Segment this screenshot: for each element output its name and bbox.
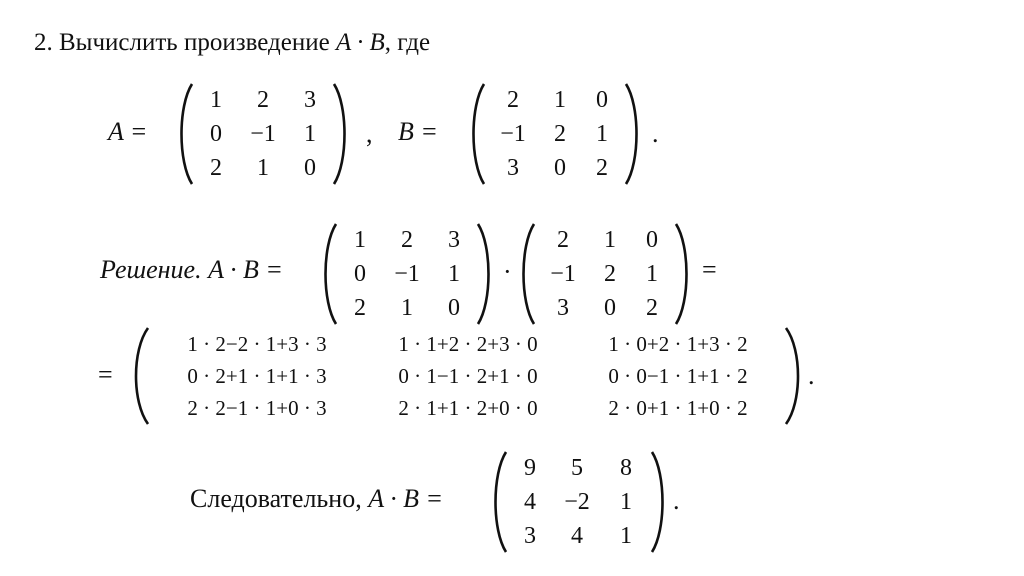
expansion-equals: = (98, 360, 113, 389)
definitions-comma: , (366, 119, 373, 148)
matrix-cell: 2 · 2−1 · 1+0 · 3 (187, 396, 327, 420)
solution-left-cells (340, 223, 474, 325)
matrix-cell: 2 (401, 227, 413, 253)
matrix-cell: 1 (620, 489, 632, 515)
matrix-cell: 1 (554, 87, 566, 113)
matrix-cell: 1 (596, 121, 608, 147)
matrix-cell: 0 · 0−1 · 1+1 · 2 (608, 364, 748, 388)
matrix-cell: −2 (564, 489, 590, 515)
matrix-a (174, 82, 352, 186)
result-label: Следовательно, (190, 484, 362, 513)
matrix-cell: 3 (304, 87, 316, 113)
matrix-cell: 2 (507, 87, 519, 113)
matrix-cell: 1 · 2−2 · 1+3 · 3 (187, 332, 327, 356)
result-cells (510, 451, 648, 553)
matrix-cell: 2 (596, 155, 608, 181)
matrix-b-label: B = (398, 117, 438, 146)
result-expression: A · B = (368, 484, 444, 513)
matrix-cell: 1 · 1+2 · 2+3 · 0 (398, 332, 538, 356)
matrix-cell: 0 · 1−1 · 2+1 · 0 (398, 364, 538, 388)
matrix-cell: −1 (500, 121, 526, 147)
definitions-period: . (652, 119, 659, 148)
matrix-a-cells (196, 83, 330, 185)
matrix-cell: 1 (304, 121, 316, 147)
solution-label: Решение. (100, 255, 202, 284)
matrix-cell: −1 (550, 261, 576, 287)
matrix-cell: 2 (257, 87, 269, 113)
matrix-cell: 0 (554, 155, 566, 181)
matrix-cell: 1 (646, 261, 658, 287)
solution-right-matrix (516, 222, 694, 326)
matrix-a-label: A = (108, 117, 148, 146)
matrix-cell: 2 (646, 295, 658, 321)
matrix-cell: −1 (250, 121, 276, 147)
matrix-cell: 4 (524, 489, 536, 515)
matrix-cell: 2 (354, 295, 366, 321)
matrix-cell: 2 · 0+1 · 1+0 · 2 (608, 396, 748, 420)
matrix-cell: 0 (210, 121, 222, 147)
matrix-cell: 2 (557, 227, 569, 253)
matrix-cell: 5 (571, 455, 583, 481)
matrix-cell: 3 (507, 155, 519, 181)
matrix-cell: 0 (354, 261, 366, 287)
expansion-period: . (808, 361, 815, 390)
matrix-cell: 1 (257, 155, 269, 181)
matrix-cell: 1 · 0+2 · 1+3 · 2 (608, 332, 748, 356)
matrix-cell: 0 (304, 155, 316, 181)
matrix-cell: 1 (354, 227, 366, 253)
matrix-b-cells (488, 83, 622, 185)
matrix-b (466, 82, 644, 186)
solution-equals: = (702, 255, 717, 284)
matrix-cell: 0 (448, 295, 460, 321)
matrix-cell: 4 (571, 523, 583, 549)
matrix-cell: 2 · 1+1 · 2+0 · 0 (398, 396, 538, 420)
matrix-cell: 1 (210, 87, 222, 113)
matrix-cell: 9 (524, 455, 536, 481)
matrix-cell: 0 (604, 295, 616, 321)
problem-expression: A · B (335, 29, 385, 56)
expansion-cells (152, 328, 782, 424)
matrix-cell: 1 (620, 523, 632, 549)
result-matrix (488, 450, 670, 554)
solution-left-matrix (318, 222, 496, 326)
solution-right-cells (538, 223, 672, 325)
solution-expression: A · B = (208, 255, 283, 284)
matrix-cell: −1 (394, 261, 420, 287)
matrix-cell: 1 (604, 227, 616, 253)
solution-dot: · (503, 257, 512, 286)
matrix-cell: 0 (596, 87, 608, 113)
result-line (190, 484, 443, 514)
matrix-cell: 1 (401, 295, 413, 321)
matrix-cell: 3 (448, 227, 460, 253)
matrix-cell: 3 (557, 295, 569, 321)
matrix-cell: 0 · 2+1 · 1+1 · 3 (187, 364, 327, 388)
matrix-cell: 2 (554, 121, 566, 147)
problem-number: 2. (34, 29, 53, 56)
matrix-cell: 8 (620, 455, 632, 481)
solution-line (100, 255, 283, 285)
matrix-cell: 2 (604, 261, 616, 287)
matrix-cell: 0 (646, 227, 658, 253)
result-period: . (673, 486, 680, 515)
matrix-cell: 3 (524, 523, 536, 549)
matrix-cell: 1 (448, 261, 460, 287)
expansion-matrix (128, 326, 806, 426)
problem-statement (34, 28, 430, 58)
problem-text: Вычислить произведение (59, 29, 330, 56)
matrix-cell: 2 (210, 155, 222, 181)
problem-tail: , где (384, 29, 431, 56)
